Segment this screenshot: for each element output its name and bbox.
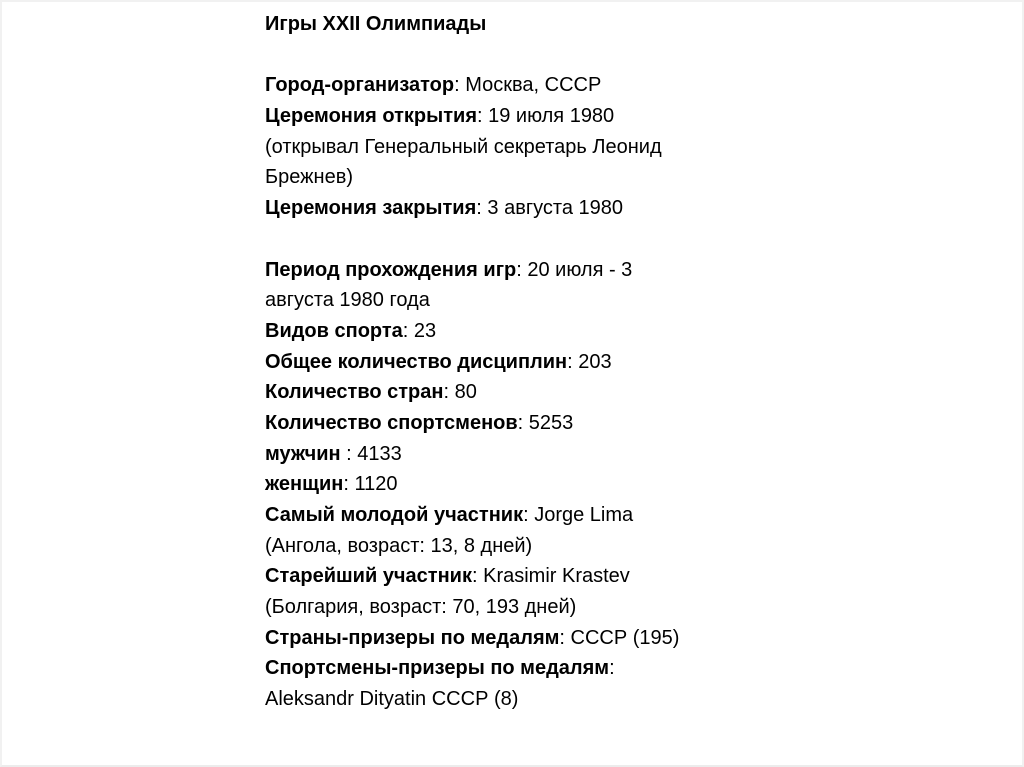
field-value: : Krasimir Krastev — [471, 565, 630, 588]
field-label: Церемония закрытия — [265, 197, 477, 220]
field-label: Количество спортсменов — [265, 411, 518, 434]
text-line — [265, 592, 785, 623]
text-line — [265, 439, 785, 470]
field-label: мужчин — [265, 442, 341, 465]
blank-line — [265, 40, 785, 71]
field-value: Aleksandr Dityatin СССР (8) — [265, 688, 519, 711]
field-label: Видов спорта — [265, 319, 403, 342]
field-label: Период прохождения игр — [265, 258, 517, 281]
field-value: : 19 июля 1980 — [476, 105, 615, 128]
field-value: : СССР (195) — [559, 626, 680, 649]
text-line — [265, 469, 785, 500]
field-value: : Москва, СССР — [454, 74, 602, 97]
field-value: Брежнев) — [265, 166, 353, 189]
text-line — [265, 132, 785, 163]
field-value: : 80 — [443, 381, 477, 404]
text-line — [265, 561, 785, 592]
field-value: : 20 июля - 3 — [516, 258, 633, 281]
field-value: : 5253 — [517, 411, 574, 434]
text-line — [265, 255, 785, 286]
field-label: Страны-призеры по медалям — [265, 626, 560, 649]
text-line — [265, 162, 785, 193]
olympics-info-text-block — [265, 9, 785, 715]
field-value: : 3 августа 1980 — [476, 197, 623, 220]
field-label: Игры XXII Олимпиады — [265, 13, 487, 35]
text-line — [265, 101, 785, 132]
field-value: : — [609, 657, 615, 680]
text-line — [265, 408, 785, 439]
text-line — [265, 653, 785, 684]
text-line — [265, 623, 785, 654]
blank-line — [265, 224, 785, 255]
field-label: Количество стран — [265, 381, 444, 404]
field-label: Общее количество дисциплин — [265, 350, 568, 373]
field-value: : 23 — [402, 319, 437, 342]
text-line — [265, 500, 785, 531]
field-value: : 203 — [567, 350, 612, 373]
text-line — [265, 316, 785, 347]
field-value: августа 1980 года — [265, 289, 430, 312]
field-label: Город-организатор — [265, 74, 455, 97]
field-label: Спортсмены-призеры по медалям — [265, 657, 610, 680]
text-line — [265, 377, 785, 408]
text-line — [265, 285, 785, 316]
field-value: (Болгария, возраст: 70, 193 дней) — [265, 596, 577, 619]
field-label: Самый молодой участник — [265, 504, 524, 526]
text-line — [265, 70, 785, 101]
field-value: : 4133 — [340, 442, 402, 465]
text-line — [265, 531, 785, 562]
text-line — [265, 193, 785, 224]
text-line — [265, 9, 785, 40]
field-value: : 1120 — [343, 473, 398, 496]
text-line — [265, 684, 785, 715]
field-value: : Jorge Lima — [523, 504, 634, 526]
field-value: (открывал Генеральный секретарь Леонид — [265, 135, 662, 158]
field-label: Старейший участник — [265, 565, 472, 588]
field-label: Церемония открытия — [265, 105, 477, 128]
field-label: женщин — [265, 473, 344, 496]
field-value: (Ангола, возраст: 13, 8 дней) — [265, 534, 533, 557]
text-line — [265, 347, 785, 378]
